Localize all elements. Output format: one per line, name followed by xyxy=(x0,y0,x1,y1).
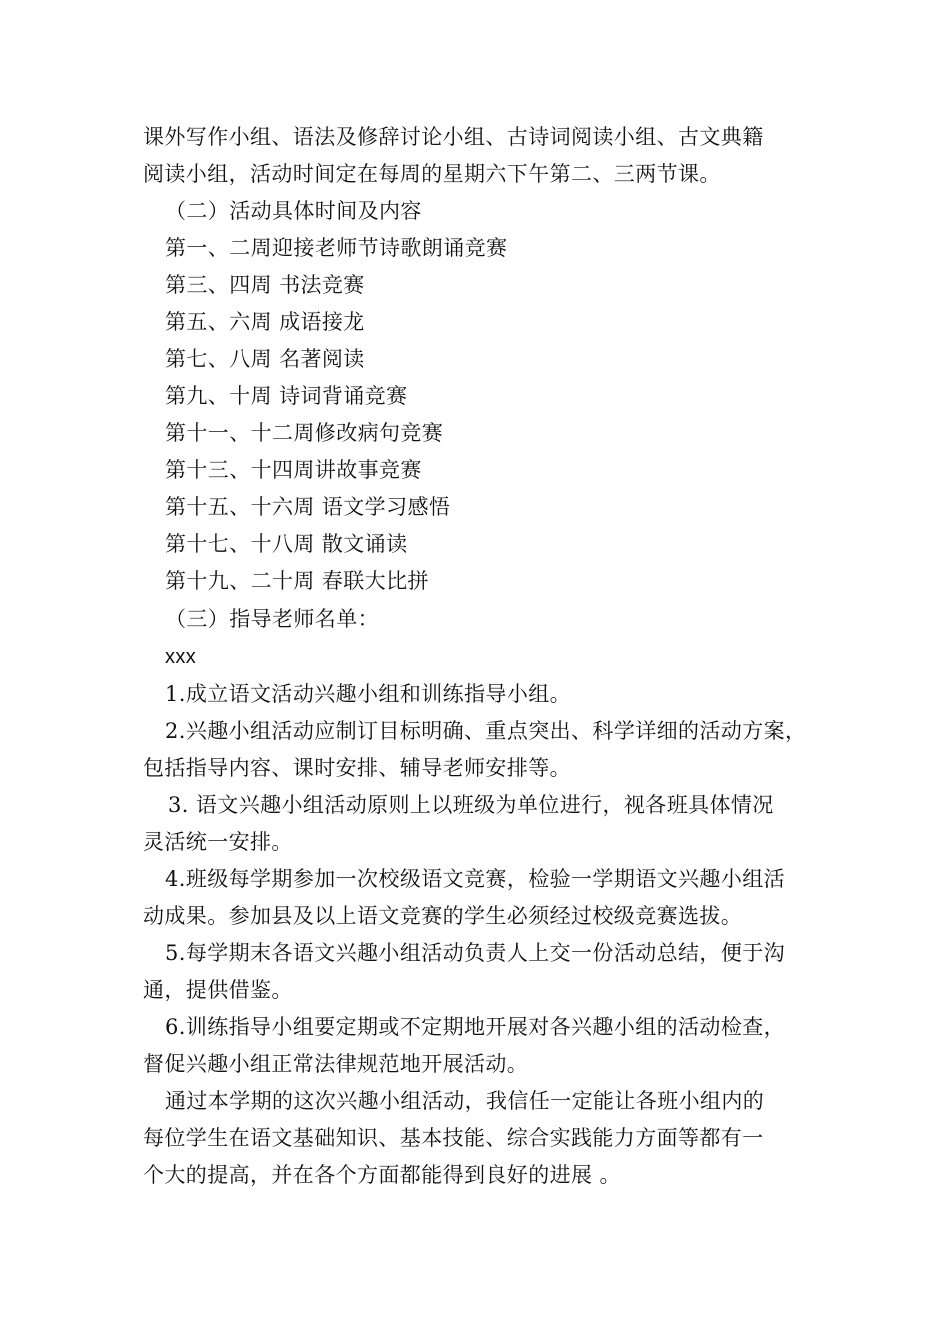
conclusion-line-1: 通过本学期的这次兴趣小组活动，我信任一定能让各班小组内的 xyxy=(165,1089,765,1113)
schedule-item: 第十九、二十周 春联大比拼 xyxy=(165,569,429,593)
intro-line-2: 阅读小组，活动时间定在每周的星期六下午第二、三两节课。 xyxy=(143,162,721,186)
schedule-item: 第十一、十二周修改病句竞赛 xyxy=(165,421,444,445)
schedule-item: 第五、六周 成语接龙 xyxy=(165,310,365,334)
rule-3-line-2: 灵活统一安排。 xyxy=(143,830,293,854)
schedule-item: 第九、十周 诗词背诵竞赛 xyxy=(165,384,408,408)
rule-6-line-2: 督促兴趣小组正常法律规范地开展活动。 xyxy=(143,1052,529,1076)
intro-line-1: 课外写作小组、语法及修辞讨论小组、古诗词阅读小组、古文典籍 xyxy=(143,125,764,149)
schedule-item: 第十三、十四周讲故事竞赛 xyxy=(165,458,422,482)
rule-5-line-2: 通，提供借鉴。 xyxy=(143,978,293,1002)
rule-4-line-2: 动成果。参加县及以上语文竞赛的学生必须经过校级竞赛选拔。 xyxy=(143,904,743,928)
schedule-item: 第一、二周迎接老师节诗歌朗诵竞赛 xyxy=(165,236,508,260)
rule-4-line-1: 4.班级每学期参加一次校级语文竞赛，检验一学期语文兴趣小组活 xyxy=(165,867,786,891)
rule-3-line-1: 3. 语文兴趣小组活动原则上以班级为单位进行，视各班具体情况 xyxy=(168,793,774,817)
conclusion-line-3: 个大的提高，并在各个方面都能得到良好的进展 。 xyxy=(143,1163,621,1187)
rule-5-line-1: 5.每学期末各语文兴趣小组活动负责人上交一份活动总结，便于沟 xyxy=(165,941,786,965)
rule-1: 1.成立语文活动兴趣小组和训练指导小组。 xyxy=(165,682,572,706)
rule-2-line-1: 2.兴趣小组活动应制订目标明确、重点突出、科学详细的活动方案， xyxy=(165,719,807,743)
schedule-item: 第七、八周 名著阅读 xyxy=(165,347,365,371)
rule-6-line-1: 6.训练指导小组要定期或不定期地开展对各兴趣小组的活动检查， xyxy=(165,1015,786,1039)
teacher-names: xxx xyxy=(165,646,197,668)
schedule-item: 第三、四周 书法竞赛 xyxy=(165,273,365,297)
section-heading-schedule: （二）活动具体时间及内容 xyxy=(165,199,422,223)
schedule-item: 第十七、十八周 散文诵读 xyxy=(165,532,408,556)
conclusion-line-2: 每位学生在语文基础知识、基本技能、综合实践能力方面等都有一 xyxy=(143,1126,764,1150)
schedule-item: 第十五、十六周 语文学习感悟 xyxy=(165,495,451,519)
section-heading-teachers: （三）指导老师名单： xyxy=(165,607,379,631)
rule-2-line-2: 包括指导内容、课时安排、辅导老师安排等。 xyxy=(143,756,571,780)
